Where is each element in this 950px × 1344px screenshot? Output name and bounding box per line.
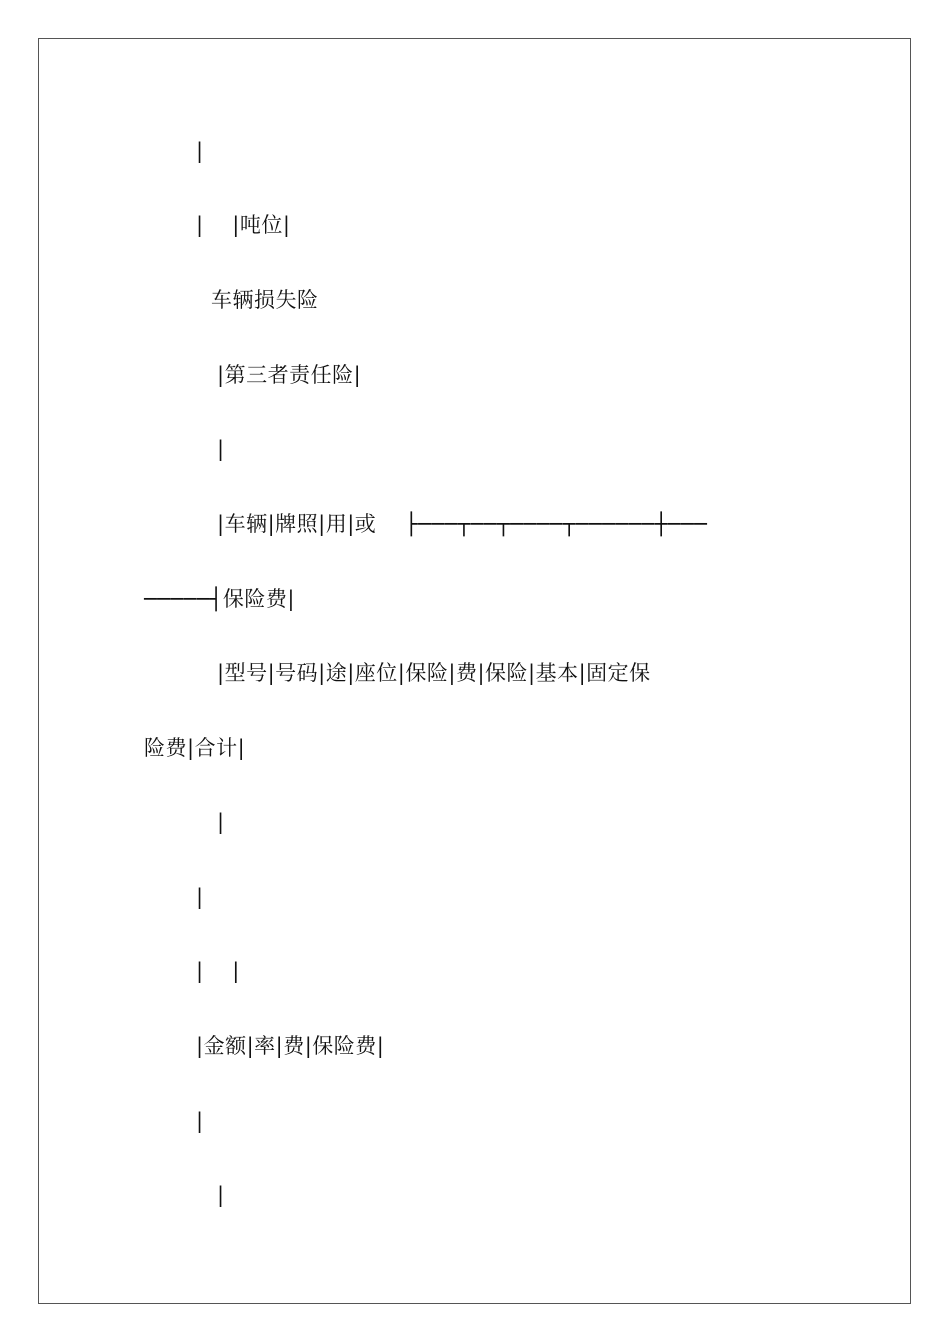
text-line: |金额|率|费|保险费| bbox=[196, 1034, 385, 1058]
text-line: | | bbox=[196, 959, 240, 983]
text-line: ─────┤保险费| bbox=[144, 587, 295, 611]
text-line: |型号|号码|途|座位|保险|费|保险|基本|固定保 bbox=[217, 661, 651, 685]
text-line: | bbox=[217, 810, 225, 834]
text-line: 险费|合计| bbox=[144, 736, 246, 760]
text-line: | bbox=[196, 1109, 204, 1133]
text-line: 车辆损失险 bbox=[211, 288, 319, 312]
text-line: | bbox=[196, 139, 204, 163]
text-line: | bbox=[196, 885, 204, 909]
text-line: |第三者责任险| bbox=[217, 363, 362, 387]
text-line: | |吨位| bbox=[196, 213, 291, 237]
text-line: |车辆|牌照|用|或 ├───┬──┬────┬──────┼─── bbox=[217, 512, 708, 536]
text-line: | bbox=[217, 437, 225, 461]
text-line: | bbox=[217, 1183, 225, 1207]
